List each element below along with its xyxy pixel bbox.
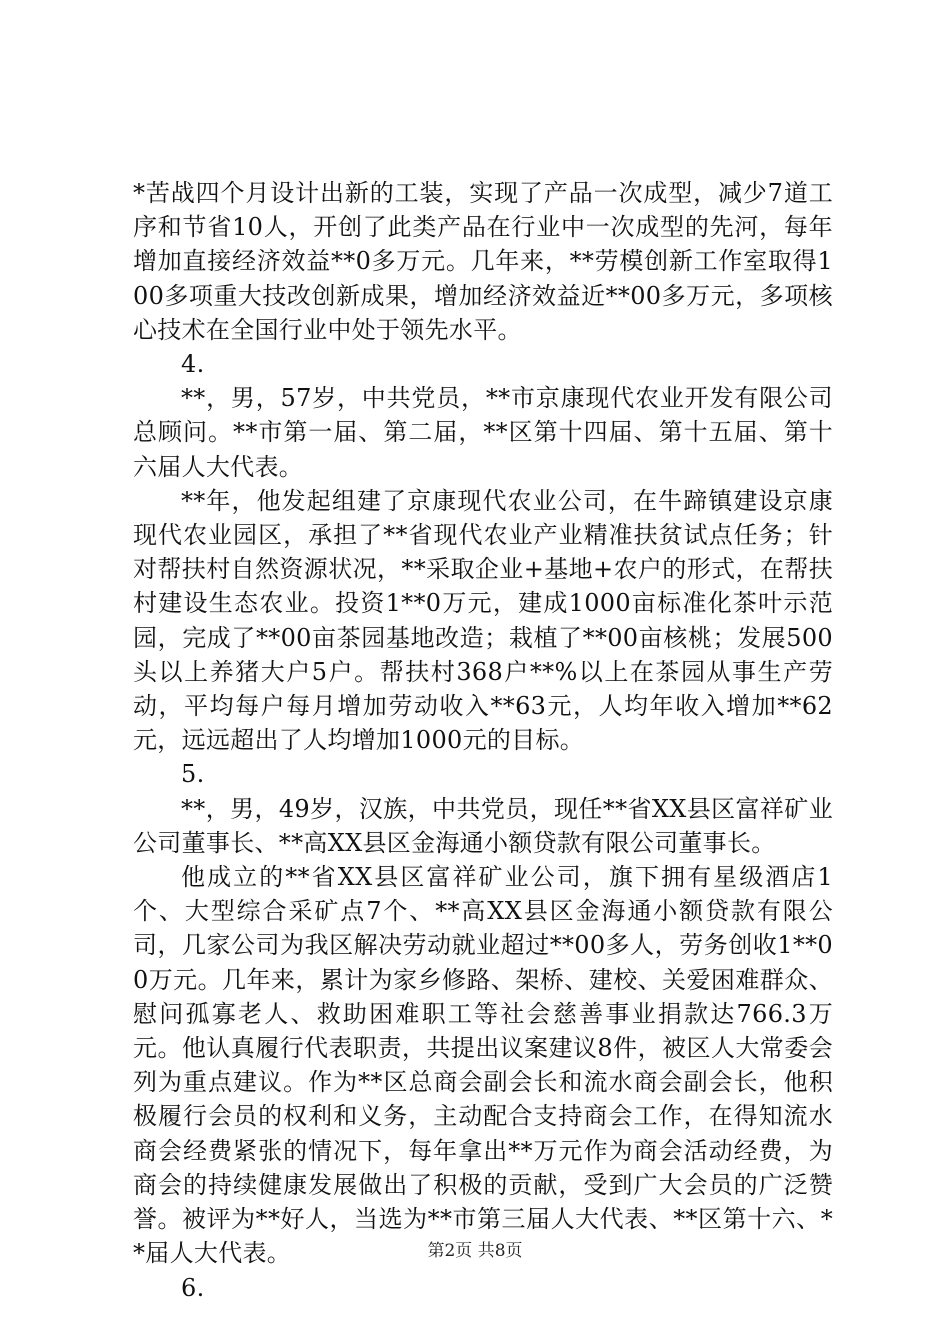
page-footer: 第2页 共8页 [427,1241,523,1261]
document-body [133,176,833,1305]
section-number-5: 5. [181,760,205,789]
paragraph-continuation: *苦战四个月设计出新的工装，实现了产品一次成型，减少7道工序和节省10人，开创了此类产品在行业中一次成型的先河，每年增加直接经济效益**0多万元。几年来，**劳模创新工作室取得100多项重大技改创新成果，增加经济效益近**00多万元，多项核心技术在全国行业中处于领先水平。 [133,179,833,344]
paragraph-deeds-5: 他成立的**省XX县区富祥矿业公司，旗下拥有星级酒店1个、大型综合采矿点7个、**高XX县区金海通小额贷款有限公司，几家公司为我区解决劳动就业超过**00多人，劳务创收1**00万元。几年来，累计为家乡修路、架桥、建校、关爱困难群众、慰问孤寡老人、救助困难职工等社会慈善事业捐款达766.3万元。他认真履行代表职责，共提出议案建议8件，被区人大常委会列为重点建议。作为**区总商会副会长和流水商会副会长，他积极履行会员的权利和义务，主动配合支持商会工作，在得知流水商会经费紧张的情况下，每年拿出**万元作为商会活动经费，为商会的持续健康发展做出了积极的贡献，受到广大会员的广泛赞誉。被评为**好人，当选为**市第三届人大代表、**区第十六、**届人大代表。 [133,863,833,1268]
paragraph-profile-4: **，男，57岁，中共党员，**市京康现代农业开发有限公司总顾问。**市第一届、第二届，**区第十四届、第十五届、第十六届人大代表。 [133,384,833,481]
section-number-6: 6. [181,1273,205,1302]
section-number-4: 4. [181,350,205,379]
paragraph-profile-5: **，男，49岁，汉族，中共党员，现任**省XX县区富祥矿业公司董事长、**高XX县区金海通小额贷款有限公司董事长。 [133,794,833,857]
paragraph-deeds-4: **年，他发起组建了京康现代农业公司，在牛蹄镇建设京康现代农业园区，承担了**省现代农业产业精准扶贫试点任务；针对帮扶村自然资源状况，**采取企业+基地+农户的形式，在帮扶村建设生态农业。投资1**0万元，建成1000亩标准化茶叶示范园，完成了**00亩茶园基地改造；栽植了**00亩核桃；发展500头以上养猪大户5户。帮扶村368户**%以上在茶园从事生产劳动，平均每户每月增加劳动收入**63元，人均年收入增加**62元，远远超出了人均增加1000元的目标。 [133,486,833,755]
